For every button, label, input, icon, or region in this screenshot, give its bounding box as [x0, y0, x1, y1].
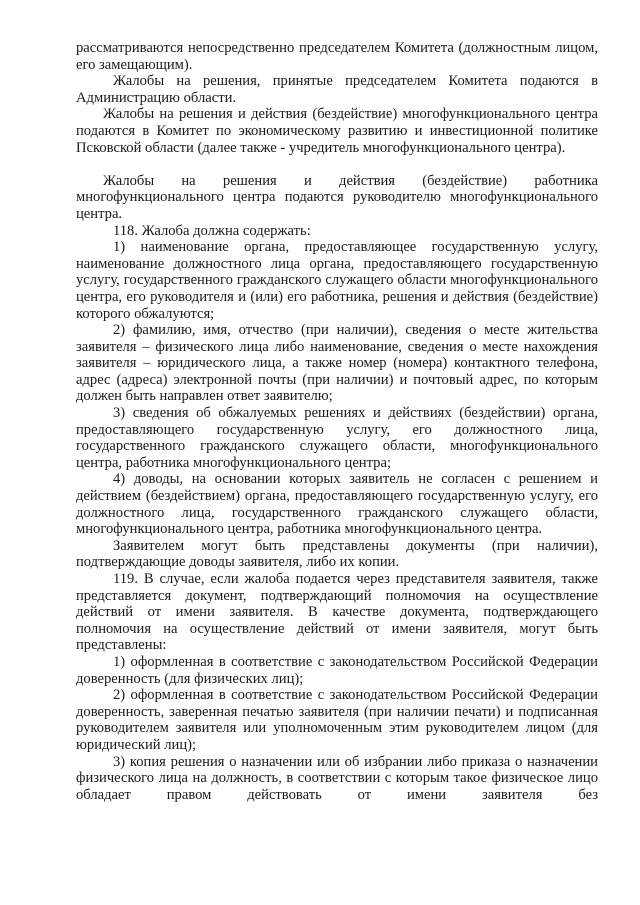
document-page	[76, 40, 598, 803]
paragraph-119: 119. В случае, если жалоба подается через представителя заявителя, также представляется документ, подтверждающий полномочия на осуществление действий от имени заявителя. В качестве документа, подтверждающего полномочия на осуществление действий от имени заявителя, могут быть представлены:	[76, 571, 598, 654]
paragraph-complaints-mfc: Жалобы на решения и действия (бездействие) многофункционального центра подаются в Комитет по экономическому развитию и инвестиционной политике Псковской области (далее также - учредитель многофункционального центра).	[76, 106, 598, 156]
paragraph-complaints-mfc-worker: Жалобы на решения и действия (бездействие) работника многофункционального центра подаются руководителю многофункционального центра.	[76, 172, 598, 222]
paragraph-documents: Заявителем могут быть представлены документы (при наличии), подтверждающие доводы заявителя, либо их копии.	[76, 537, 598, 571]
paragraph-118-heading: 118. Жалоба должна содержать:	[113, 222, 311, 239]
paragraph-complaints-chairman: Жалобы на решения, принятые председателем Комитета подаются в Администрацию области.	[76, 73, 598, 106]
paragraph-119-item-3: 3) копия решения о назначении или об избрании либо приказа о назначении физического лица на должность, в соответствии с которым такое физическое лицо обладает правом действовать от имени заявителя без	[76, 753, 598, 803]
paragraph-118-item-2: 2) фамилию, имя, отчество (при наличии), сведения о месте жительства заявителя – физического лица либо наименование, сведения о месте нахождения заявителя – юридического лица, а также номер (номера) контактного телефона, адрес (адреса) электронной почты (при наличии) и почтовый адрес, по которым должен быть направлен ответ заявителю;	[76, 322, 598, 405]
paragraph-118-item-1: 1) наименование органа, предоставляющее государственную услугу, наименование должностного лица органа, предоставляющего государственную услугу, государственного гражданского служащего области многофункционального центра, его руководителя и (или) его работника, решения и действия (бездействие) которого обжалуются;	[76, 239, 598, 322]
paragraph-118-item-4: 4) доводы, на основании которых заявитель не согласен с решением и действием (бездействием) органа, предоставляющего государственную услугу, его должностного лица, государственного гражданского служащего области, многофункционального центра, работника многофункционального центра.	[76, 471, 598, 538]
paragraph-119-item-1: 1) оформленная в соответствие с законодательством Российской Федерации доверенность (для физических лиц);	[76, 653, 598, 687]
paragraph-continuation: рассматриваются непосредственно председателем Комитета (должностным лицом, его замещающим).	[76, 40, 598, 73]
paragraph-119-item-2: 2) оформленная в соответствие с законодательством Российской Федерации доверенность, заверенная печатью заявителя (при наличии печати) и подписанная руководителем заявителя или уполномоченным этим руководителем лицом (для юридический лиц);	[76, 687, 598, 753]
paragraph-118-item-3: 3) сведения об обжалуемых решениях и действиях (бездействии) органа, предоставляющего государственную услугу, его должностного лица, государственного гражданского служащего области, многофункционального центра, работника многофункционального центра;	[76, 405, 598, 471]
